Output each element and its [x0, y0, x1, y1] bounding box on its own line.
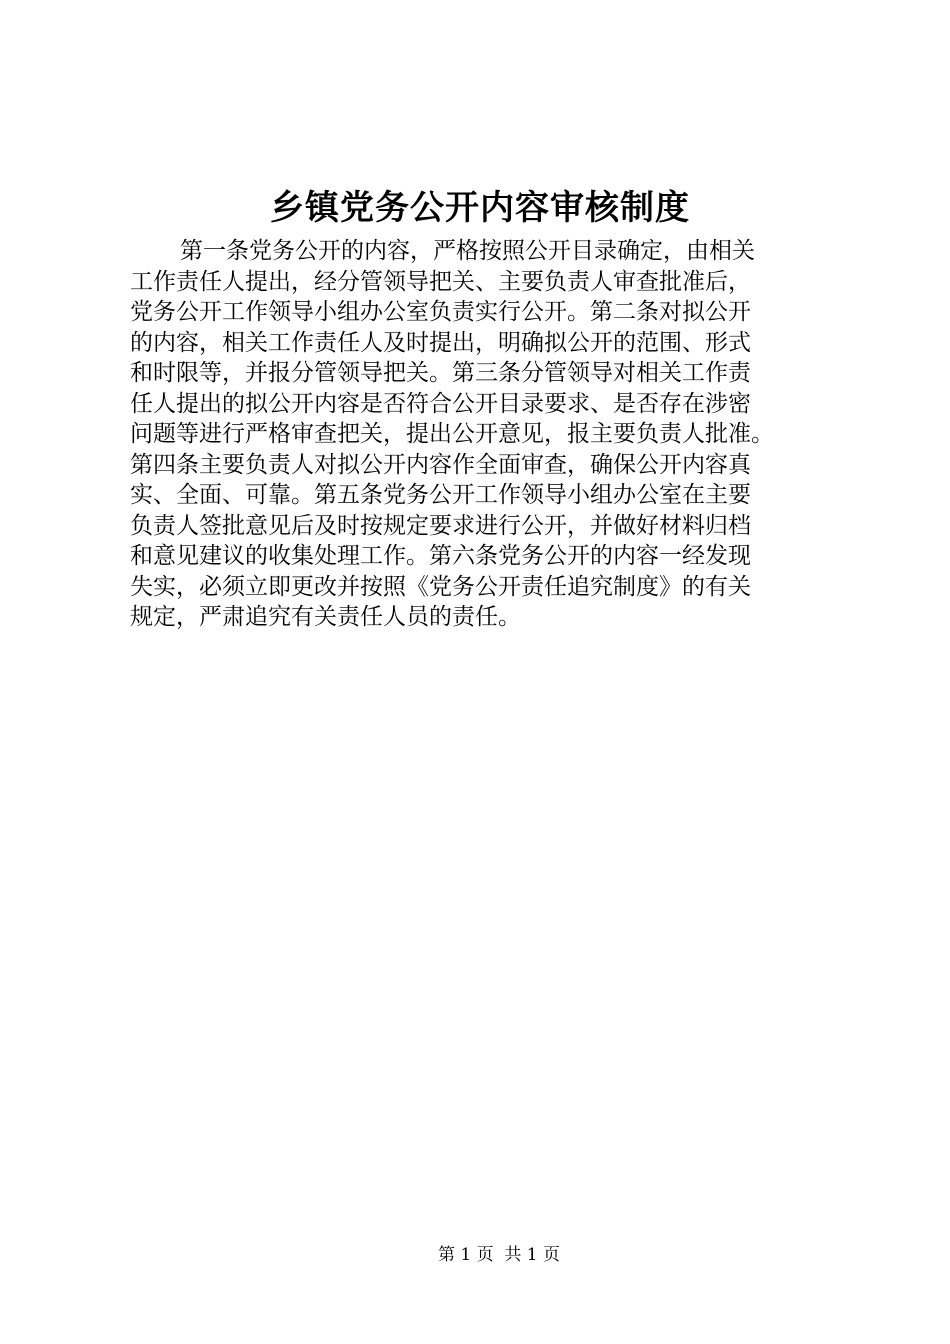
- body-line: 和时限等，并报分管领导把关。第三条分管领导对相关工作责: [130, 360, 751, 386]
- body-line: 负责人签批意见后及时按规定要求进行公开，并做好材料归档: [130, 512, 751, 539]
- body-line: 失实，必须立即更改并按照《党务公开责任追究制度》的有关: [130, 573, 751, 600]
- body-line: 任人提出的拟公开内容是否符合公开目录要求、是否存在涉密: [130, 390, 751, 417]
- body-line: 问题等进行严格审查把关，提出公开意见，报主要负责人批准。: [130, 421, 774, 447]
- document-body: [130, 236, 835, 633]
- body-line: 的内容，相关工作责任人及时提出，明确拟公开的范围、形式: [130, 329, 751, 356]
- body-line: 第一条党务公开的内容，严格按照公开目录确定，由相关: [180, 238, 755, 264]
- body-line: 党务公开工作领导小组办公室负责实行公开。第二条对拟公开: [130, 299, 751, 325]
- body-line: 工作责任人提出，经分管领导把关、主要负责人审查批准后，: [130, 268, 751, 295]
- body-line: 实、全面、可靠。第五条党务公开工作领导小组办公室在主要: [130, 482, 751, 508]
- body-line: 和意见建议的收集处理工作。第六条党务公开的内容一经发现: [130, 543, 751, 569]
- page-number-footer: 第 1 页 共 1 页: [437, 1245, 561, 1265]
- document-title: 乡镇党务公开内容审核制度: [270, 188, 690, 228]
- body-line: 规定，严肃追究有关责任人员的责任。: [130, 604, 521, 630]
- body-line: 第四条主要负责人对拟公开内容作全面审查，确保公开内容真: [130, 451, 751, 478]
